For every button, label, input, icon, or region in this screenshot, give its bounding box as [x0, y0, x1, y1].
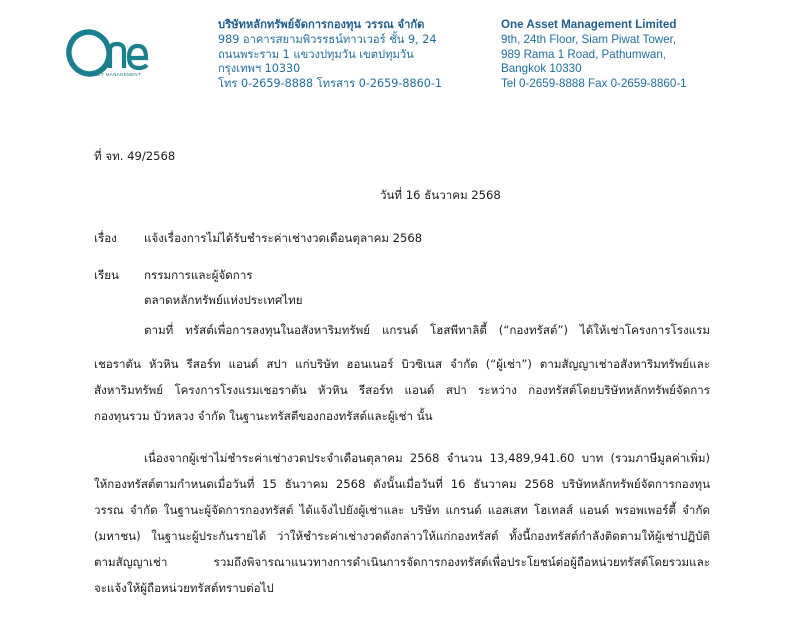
- english-address-line: Bangkok 10330: [501, 62, 582, 76]
- paragraph-line: ตามสัญญาเช่า รวมถึงพิจารณาแนวทางการดำเนินการจัดการกองทรัสต์เพื่อประโยชน์ต่อผู้ถือหน่วยทรัสต์โดยรวมและ: [94, 555, 710, 569]
- thai-phone-line: โทร 0-2659-8888 โทรสาร 0-2659-8860-1: [218, 77, 442, 91]
- thai-address-line: กรุงเทพฯ 10330: [218, 62, 301, 76]
- thai-company-name: บริษัทหลักทรัพย์จัดการกองทุน วรรณ จำกัด: [218, 18, 425, 31]
- paragraph-line: สังหาริมทรัพย์ โครงการโรงแรมเชอราตัน หัวหิน รีสอร์ท แอนด์ สปา ระหว่าง กองทรัสต์โดยบริษัทหลักทรัพย์จัดการ: [94, 383, 710, 397]
- one-logo: [62, 26, 172, 86]
- paragraph-line: จะแจ้งให้ผู้ถือหน่วยทรัสต์ทราบต่อไป: [94, 581, 274, 595]
- thai-address-block: [218, 18, 442, 92]
- paragraph-line: เชอราตัน หัวหิน รีสอร์ท แอนด์ สปา แก่บริษัท ฮอนเนอร์ บิวซิเนส จำกัด (“ผู้เช่า”) ตามสัญญาเช่าอสังหาริมทรัพย์และ: [94, 357, 710, 371]
- letterhead: [0, 0, 792, 110]
- recipient-line: ตลาดหลักทรัพย์แห่งประเทศไทย: [144, 293, 303, 307]
- english-address-line: 9th, 24th Floor, Siam Piwat Tower,: [501, 32, 677, 46]
- english-phone-line: Tel 0-2659-8888 Fax 0-2659-8860-1: [501, 77, 687, 91]
- paragraph-line: ให้กองทรัสต์ตามกำหนดเมื่อวันที่ 15 ธันวาคม 2568 ดังนั้นเมื่อวันที่ 16 ธันวาคม 2568 บริษัทหลักทรัพย์จัดการกองทุน: [94, 477, 710, 491]
- paragraph-line: ตามที่ ทรัสต์เพื่อการลงทุนในอสังหาริมทรัพย์ แกรนด์ โฮสพีทาลิตี้ (“กองทรัสต์”) ได้ให้เช่าโครงการโรงแรม: [144, 323, 710, 337]
- recipient-label: เรียน: [94, 268, 119, 282]
- english-address-block: [501, 18, 687, 92]
- subject-label: เรื่อง: [94, 231, 117, 245]
- logo-subtitle: ASSET MANAGEMENT: [88, 72, 141, 77]
- paragraph-line: กองทุนรวม บัวหลวง จำกัด ในฐานะทรัสตีของกองทรัสต์และผู้เช่า นั้น: [94, 409, 433, 423]
- thai-address-line: 989 อาคารสยามพิวรรธน์ทาวเวอร์ ชั้น 9, 24: [218, 32, 437, 46]
- recipient-line: กรรมการและผู้จัดการ: [144, 268, 253, 282]
- paragraph-line: (มหาชน) ในฐานะผู้ประกันรายได้ ว่าให้ชำระค่าเช่างวดดังกล่าวให้แก่กองทรัสต์ ทั้งนี้กองทรัสต์กำลังติดตามให้ผู้เช่าปฏิบัติ: [94, 529, 710, 543]
- subject-text: แจ้งเรื่องการไม่ได้รับชำระค่าเช่างวดเดือนตุลาคม 2568: [144, 231, 423, 245]
- reference-number: ที่ จท. 49/2568: [94, 149, 176, 163]
- english-address-line: 989 Rama 1 Road, Pathumwan,: [501, 47, 666, 61]
- letter-date: วันที่ 16 ธันวาคม 2568: [380, 188, 501, 202]
- paragraph-line: เนื่องจากผู้เช่าไม่ชำระค่าเช่างวดประจำเดือนตุลาคม 2568 จำนวน 13,489,941.60 บาท (รวมภาษีมูลค่าเพิ่ม): [144, 451, 710, 465]
- thai-address-line: ถนนพระราม 1 แขวงปทุมวัน เขตปทุมวัน: [218, 47, 414, 61]
- paragraph-line: วรรณ จำกัด ในฐานะผู้จัดการกองทรัสต์ ได้แจ้งไปยังผู้เช่าและ บริษัท แกรนด์ แอสเสท โฮเทลส์ แอนด์ พรอพเพอร์ตี้ จำกัด: [94, 503, 710, 517]
- english-company-name: One Asset Management Limited: [501, 18, 677, 31]
